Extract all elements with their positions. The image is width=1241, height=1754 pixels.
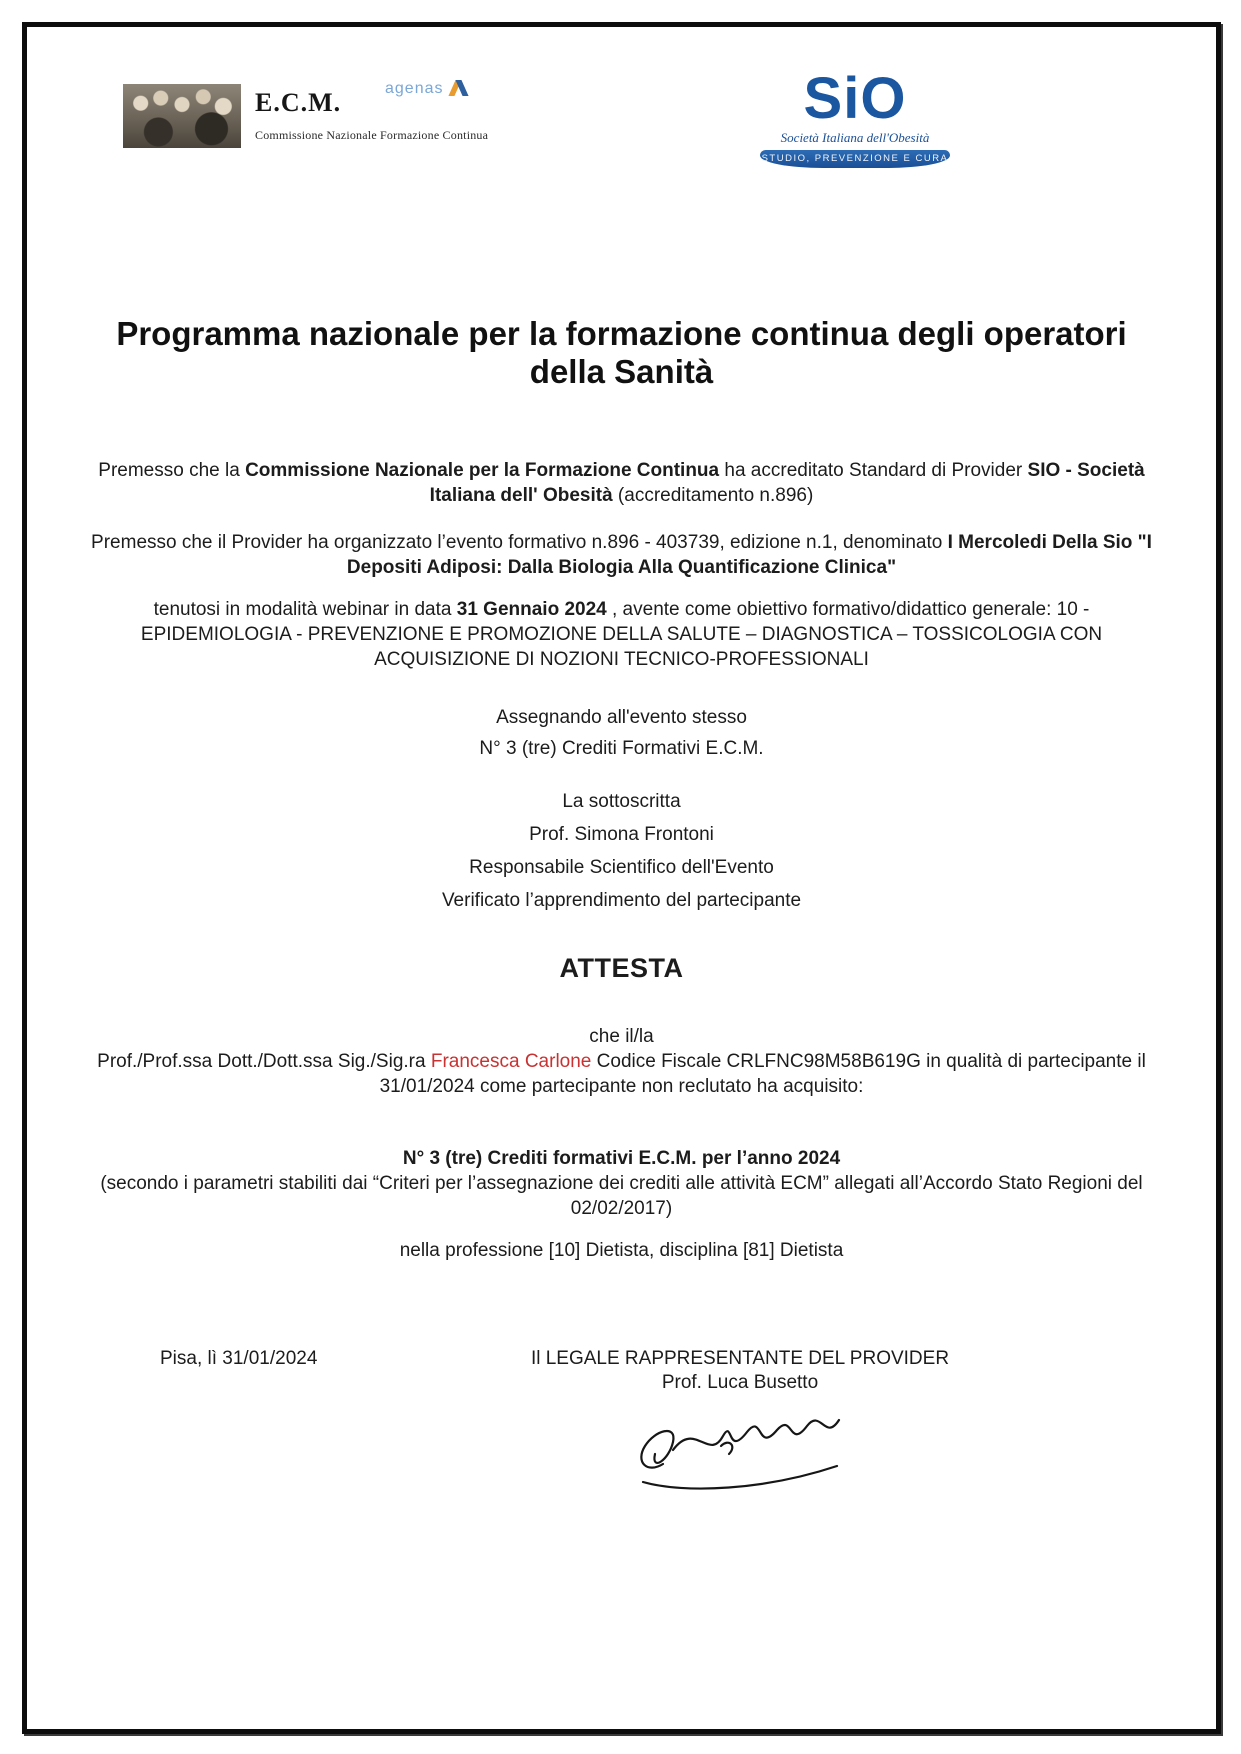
- agenas-mark-icon: [448, 78, 470, 100]
- profession-line: nella professione [10] Dietista, disciplina [81] Dietista: [399, 1239, 844, 1261]
- legal-representative-name: Prof. Luca Busetto: [661, 1371, 819, 1393]
- place-date: Pisa, lì 31/01/2024: [160, 1347, 318, 1369]
- header: [85, 66, 1158, 227]
- premise1-text-3: (accreditamento n.896): [612, 484, 814, 506]
- premise1-text-2: ha accreditato Standard di Provider: [719, 459, 1028, 481]
- criteria-line: (secondo i parametri stabiliti dai “Criteri per l’assegnazione dei crediti alle attività ECM” allegati all’Accordo Stato Regioni del 02/02/2017): [100, 1172, 1143, 1219]
- participant-text-1: Prof./Prof.ssa Dott./Dott.ssa Sig./Sig.ra: [97, 1050, 431, 1072]
- premise1-bold-2: SIO - Società Italiana dell' Obesità: [429, 459, 1145, 506]
- footer: [85, 1348, 1158, 1608]
- agenas-label: agenas: [385, 80, 444, 97]
- sio-acronym: SiO: [803, 66, 907, 131]
- scientific-director-role: Responsabile Scientifico dell'Evento: [469, 856, 774, 878]
- credits-awarded-line: [85, 1146, 1158, 1171]
- premise3-bold-1: 31 Gennaio 2024: [456, 598, 607, 620]
- premise1-bold-1: Commissione Nazionale per la Formazione Continua: [245, 459, 720, 481]
- premise-paragraph-2: [85, 530, 1158, 580]
- agenas-logo: [385, 78, 470, 100]
- premise-paragraph-1: [85, 458, 1158, 508]
- premise2-text-1: Premesso che il Provider ha organizzato l’evento formativo n.896 - 403739, edizione n.1, denominato: [91, 531, 948, 553]
- premise-paragraph-3: [85, 597, 1158, 672]
- participant-paragraph: [85, 1049, 1158, 1099]
- verified-line: Verificato l’apprendimento del partecipante: [441, 889, 802, 911]
- participant-name: Francesca Carlone: [430, 1050, 592, 1072]
- premise1-text-1: Premesso che la: [98, 459, 246, 481]
- ecm-title: E.C.M.: [255, 88, 342, 117]
- legal-representative-block: [455, 1348, 1025, 1497]
- ecm-subtitle: Commissione Nazionale Formazione Continua: [255, 128, 489, 142]
- che-line: che il/la: [589, 1025, 654, 1047]
- credits-line: N° 3 (tre) Crediti Formativi E.C.M.: [479, 737, 764, 759]
- signature-svg: [625, 1402, 855, 1497]
- credits-awarded-bold: N° 3 (tre) Crediti formativi E.C.M. per l’anno 2024: [402, 1147, 841, 1169]
- participant-text-2: Codice Fiscale CRLFNC98M58B619G in qualità di partecipante il 31/01/2024 come partecipante non reclutato ha acquisito:: [379, 1050, 1146, 1097]
- attesta-heading: ATTESTA: [559, 952, 684, 983]
- page-title: Programma nazionale per la formazione continua degli operatori della Sanità: [116, 315, 1127, 391]
- premise3-text-2: , avente come obiettivo formativo/didattico generale: 10 - EPIDEMIOLOGIA - PREVENZIONE E PROMOZIONE DELLA SALUTE – DIAGNOSTICA – TOSSICOLOGIA CON ACQUISIZIONE DI NOZIONI TECNICO-PROFESSIONALI: [140, 598, 1103, 670]
- premise3-text-1: tenutosi in modalità webinar in data: [153, 598, 457, 620]
- undersigned-line: La sottoscritta: [562, 790, 681, 812]
- scientific-director-name: Prof. Simona Frontoni: [529, 823, 714, 845]
- premise2-bold-1: I Mercoledi Della Sio "I Depositi Adiposi: Dalla Biologia Alla Quantificazione Clinica": [346, 531, 1152, 578]
- sio-society-name: Società Italiana dell'Obesità: [780, 130, 930, 145]
- sio-logo: [740, 66, 970, 168]
- signature-image: [455, 1402, 1025, 1497]
- sio-banner-ribbon: STUDIO, PREVENZIONE E CURA: [760, 150, 950, 168]
- assigning-line: Assegnando all'evento stesso: [496, 706, 747, 728]
- legal-representative-title: Il LEGALE RAPPRESENTANTE DEL PROVIDER: [530, 1347, 950, 1369]
- certificate-page: [27, 27, 1216, 1729]
- ecm-painting-image: [123, 84, 241, 148]
